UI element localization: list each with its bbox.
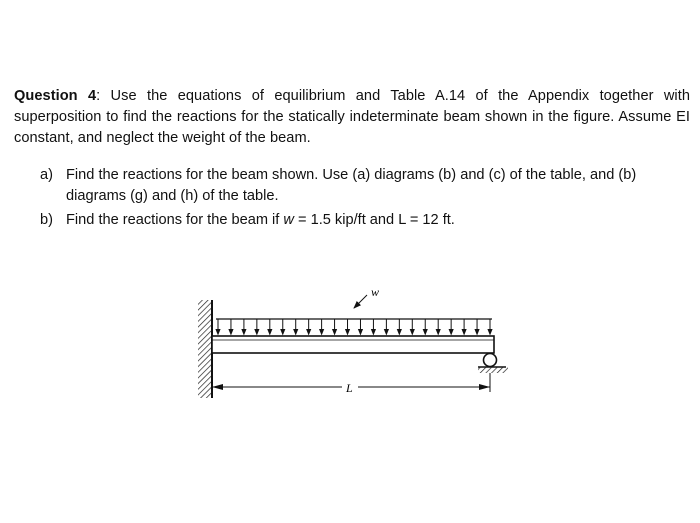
roller-support xyxy=(478,354,508,374)
length-label: L xyxy=(346,381,353,395)
load-arrow-head xyxy=(397,329,402,336)
question-label: Question 4 xyxy=(14,88,97,104)
question-colon: : xyxy=(96,88,101,104)
sub-question-a-text: Find the reactions for the beam shown. Use (a) diagrams (b) and (c) of the table, and (b) diagrams (g) and (h) of the table. xyxy=(66,167,637,204)
sub-question-b xyxy=(40,210,690,231)
load-arrows xyxy=(215,319,492,336)
load-arrow-head xyxy=(241,329,246,336)
load-arrow-head xyxy=(306,329,311,336)
sub-question-b-marker: b) xyxy=(40,212,53,228)
load-arrow-head xyxy=(449,329,454,336)
ground-hatching xyxy=(478,367,508,373)
load-arrow-head xyxy=(474,329,479,336)
load-arrow-head xyxy=(293,329,298,336)
load-arrow-head xyxy=(228,329,233,336)
length-dimension xyxy=(212,373,490,395)
load-arrow-head xyxy=(371,329,376,336)
load-arrow-head xyxy=(345,329,350,336)
sub-question-b-text-after: = 1.5 kip/ft and L = 12 ft. xyxy=(293,212,455,228)
load-arrow-head xyxy=(423,329,428,336)
sub-questions-list xyxy=(40,165,690,234)
load-arrow-head xyxy=(280,329,285,336)
sub-question-a-marker: a) xyxy=(40,167,53,183)
question-body: Use the equations of equilibrium and Table A.14 of the Appendix together with superposition to find the reactions for the statically indeterminate beam shown in the figure. Assume EI constant, and neglect the weight of the beam. xyxy=(14,88,690,146)
load-arrow-head xyxy=(319,329,324,336)
distributed-load xyxy=(215,319,492,336)
load-arrow-head xyxy=(410,329,415,336)
load-arrow-head xyxy=(384,329,389,336)
load-arrow-head xyxy=(267,329,272,336)
beam-diagram xyxy=(190,278,530,408)
beam xyxy=(212,336,494,353)
sub-question-b-var: w xyxy=(283,212,294,228)
dimension-arrow-right xyxy=(479,384,490,390)
load-arrow-head xyxy=(215,329,220,336)
load-arrow-head xyxy=(332,329,337,336)
load-arrow-head xyxy=(254,329,259,336)
sub-question-b-text-before: Find the reactions for the beam if xyxy=(66,212,284,228)
load-arrow-head xyxy=(358,329,363,336)
beam-figure xyxy=(190,278,530,408)
roller-wheel xyxy=(484,354,497,367)
sub-question-a xyxy=(40,165,690,207)
wall-hatching xyxy=(198,300,212,398)
load-arrow-head xyxy=(461,329,466,336)
question-text xyxy=(14,86,690,149)
load-label-leader xyxy=(354,295,367,308)
load-label: w xyxy=(371,285,380,299)
dimension-arrow-left xyxy=(212,384,223,390)
load-arrow-head xyxy=(487,329,492,336)
fixed-wall-support xyxy=(198,300,212,398)
load-arrow-head xyxy=(436,329,441,336)
